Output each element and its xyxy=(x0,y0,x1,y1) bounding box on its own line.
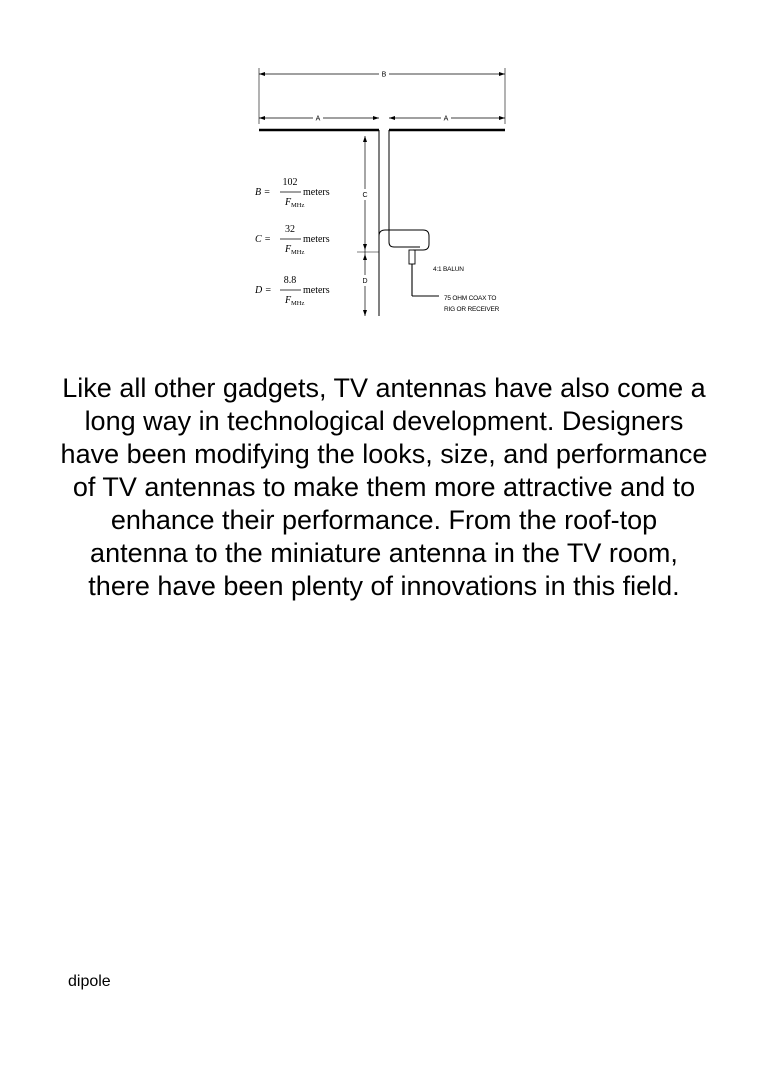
body-paragraph: Like all other gadgets, TV antennas have also come a long way in technological development. Designers have been modifying the looks, size, and performance of TV antennas to make them more attractive and to enhance their performance. From the roof-top antenna to the miniature antenna in the TV room, there have been plenty of innovations in this field. xyxy=(60,373,708,601)
formula-d-var: D = xyxy=(255,285,272,296)
dimension-d-label: D xyxy=(362,278,368,285)
dimension-a-right-label: A xyxy=(443,115,449,123)
formula-b-unit: meters xyxy=(303,187,330,198)
formula-b-var: B = xyxy=(255,187,271,198)
formula-c-numerator: 32 xyxy=(285,224,295,235)
coax-label-line1: 75 OHM COAX TO xyxy=(444,295,497,302)
balun-icon xyxy=(379,230,464,286)
formula-c-denominator-sub: MHz xyxy=(291,249,305,256)
formula-c xyxy=(255,224,330,256)
dimension-c-label: C xyxy=(362,192,368,199)
formula-d-denominator-sub: MHz xyxy=(291,300,305,307)
formula-d-numerator: 8.8 xyxy=(283,275,297,286)
dimension-c-d xyxy=(357,136,379,316)
footer-keyword: dipole xyxy=(68,973,111,990)
formula-b-numerator: 102 xyxy=(282,177,298,188)
formula-b xyxy=(255,177,330,209)
formula-c-var: C = xyxy=(255,234,271,245)
dipole-elements xyxy=(259,130,505,316)
balun-label: 4:1 BALUN xyxy=(433,266,464,273)
formula-b-denominator: F xyxy=(285,197,292,208)
coax-line xyxy=(412,286,500,313)
dimension-a-left-label: A xyxy=(315,115,321,123)
dimension-a xyxy=(259,113,505,123)
formula-c-denominator: F xyxy=(285,244,292,255)
formula-d-unit: meters xyxy=(303,285,330,296)
formula-d-denominator: F xyxy=(285,295,292,306)
formula-c-unit: meters xyxy=(303,234,330,245)
coax-label-line2: RIG OR RECEIVER xyxy=(444,306,500,313)
dimension-b-label: B xyxy=(381,71,387,79)
formula-b-denominator-sub: MHz xyxy=(291,202,305,209)
dipole-antenna-diagram xyxy=(255,64,510,320)
formula-d xyxy=(255,275,330,307)
dimension-b xyxy=(259,68,505,124)
